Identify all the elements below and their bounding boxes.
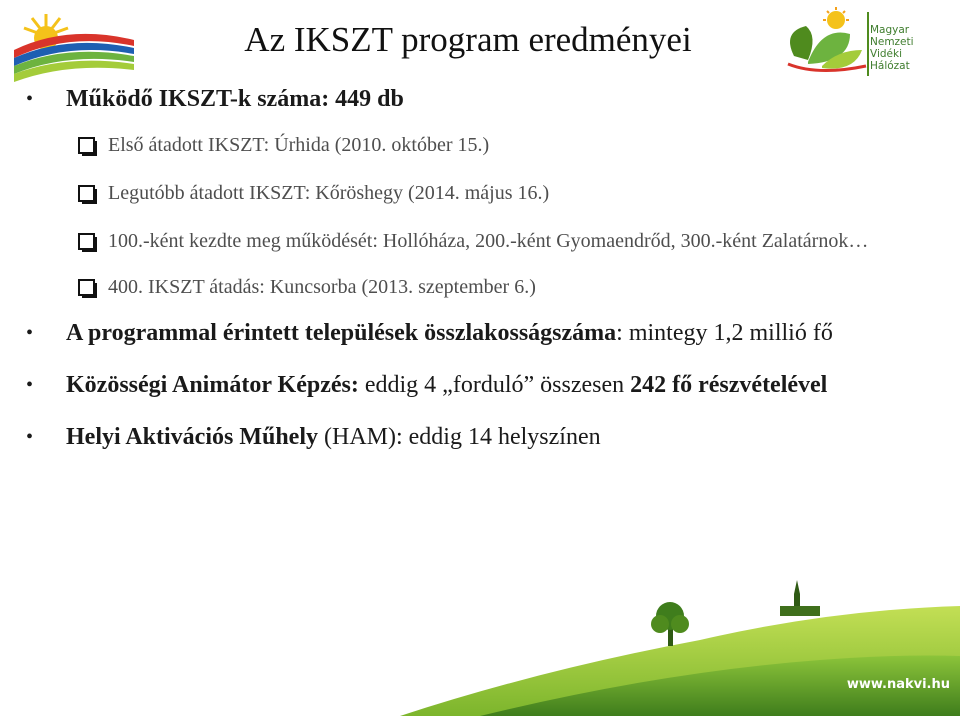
bullet-animator-rest: eddig 4 „forduló” összesen (358, 372, 631, 398)
bullet-animator-participants: 242 fő részvételével (630, 372, 828, 398)
sub-item-latest (26, 178, 906, 208)
bullet-dot-icon: • (26, 374, 34, 396)
checkbox-square-icon (78, 185, 95, 202)
bullet-ham (26, 420, 906, 454)
church-silhouette-icon (780, 580, 820, 616)
slide-content (26, 80, 906, 454)
bullet-animator-training (26, 368, 906, 402)
bullet-population-bold: A programmal érintett települések összlakosságszáma (66, 320, 617, 346)
bullet-animator-bold: Közösségi Animátor Képzés: (66, 372, 359, 398)
logo-line-videki: Vidéki (870, 48, 902, 60)
rainbow-sun-logo-icon (8, 6, 138, 86)
logo-line-nemzeti: Nemzeti (870, 36, 914, 48)
sub-item-latest-text: Legutóbb átadott IKSZT: Kőröshegy (2014. május 16.) (108, 182, 550, 204)
sub-item-first-text: Első átadott IKSZT: Úrhida (2010. október 15.) (108, 134, 490, 156)
nvh-logo-text (870, 24, 950, 72)
sub-item-400th-text: 400. IKSZT átadás: Kuncsorba (2013. szeptember 6.) (108, 276, 536, 298)
checkbox-square-icon (78, 233, 95, 250)
green-hills-illustration (400, 560, 960, 716)
logo-line-halozat: Hálózat (870, 60, 910, 72)
logo-line-magyar: Magyar (870, 24, 910, 36)
bullet-population (26, 316, 906, 350)
bullet-ham-bold: Helyi Aktivációs Műhely (66, 424, 318, 450)
bullet-dot-icon: • (26, 426, 34, 448)
sub-item-milestones-text: 100.-ként kezdte meg működését: Hollóháza, 200.-ként Gyomaendrőd, 300.-ként Zalatárnok… (108, 230, 869, 252)
bullet-ikszt-count (26, 82, 906, 116)
sub-item-first (26, 130, 906, 160)
page-title: Az IKSZT program eredményei (244, 20, 692, 59)
tree-icon (651, 602, 689, 646)
bullet-dot-icon: • (26, 322, 34, 344)
sub-item-400th (26, 272, 906, 302)
website-url: www.nakvi.hu (846, 677, 950, 692)
checkbox-square-icon (78, 279, 95, 296)
sub-item-milestones (26, 226, 906, 256)
bullet-ikszt-count-text: Működő IKSZT-k száma: 449 db (66, 86, 404, 112)
bullet-population-rest: : mintegy 1,2 millió fő (616, 320, 833, 346)
checkbox-square-icon (78, 137, 95, 154)
bullet-ham-rest: (HAM): eddig 14 helyszínen (318, 424, 601, 450)
bullet-dot-icon: • (26, 88, 34, 110)
